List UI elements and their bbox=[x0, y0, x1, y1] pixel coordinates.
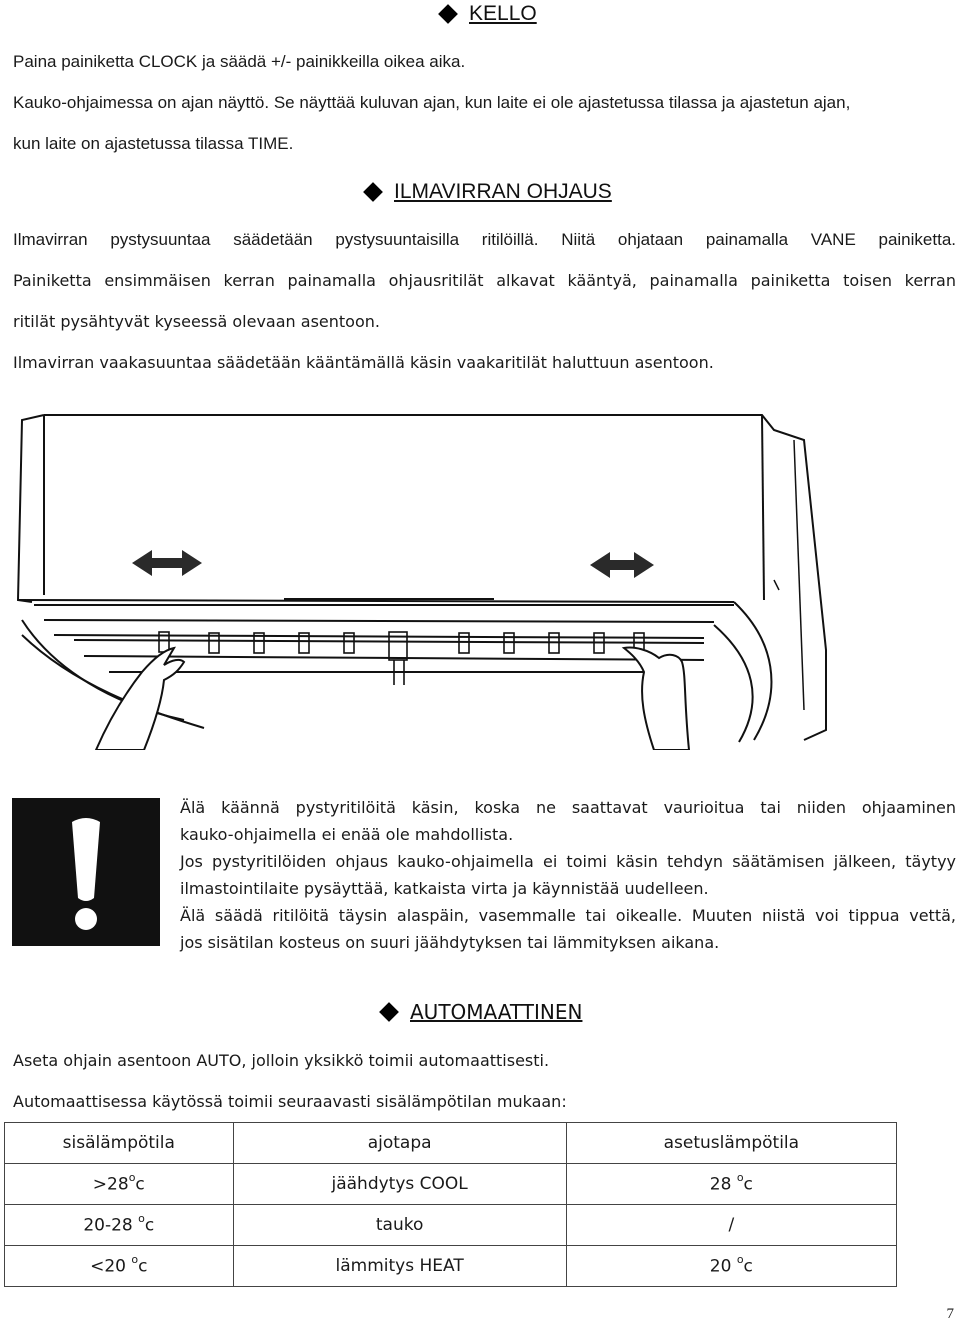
ilmavirta-paragraph-2b: ritilät pysähtyvät kyseessä olevaan asentoon. bbox=[13, 312, 380, 331]
table-cell: 28 $^o$c bbox=[566, 1164, 896, 1205]
warning-line-2: kauko-ohjaimella ei enää ole mahdollista. bbox=[180, 825, 514, 844]
table-header: sisälämpötila bbox=[5, 1123, 234, 1164]
warning-line-5: Älä säädä ritilöitä täysin alaspäin, vasemmalle tai oikealle. Muuten niistä voi tippua vettä, bbox=[180, 906, 956, 925]
kello-paragraph-2a: Kauko-ohjaimessa on ajan näyttö. Se näyttää kuluvan ajan, kun laite ei ole ajastetussa tilassa ja ajastetun ajan, bbox=[13, 93, 851, 112]
heading-auto-text: AUTOMAATTINEN bbox=[410, 1000, 583, 1024]
table-row bbox=[5, 1246, 897, 1287]
diamond-icon bbox=[438, 4, 458, 24]
exclamation-icon bbox=[12, 798, 160, 946]
table-cell: 20 $^o$c bbox=[566, 1246, 896, 1287]
diamond-icon bbox=[363, 182, 383, 202]
warning-text bbox=[180, 794, 956, 956]
table-cell: 20-28 $^o$c bbox=[5, 1205, 234, 1246]
table-cell: <20 $^o$c bbox=[5, 1246, 234, 1287]
table-header: ajotapa bbox=[233, 1123, 566, 1164]
warning-line-3: Jos pystyritilöiden ohjaus kauko-ohjaimella ei toimi käsin tehdyn säätämisen jälkeen, täytyy bbox=[180, 852, 956, 871]
kello-paragraph-2b: kun laite on ajastetussa tilassa TIME. bbox=[13, 134, 294, 153]
table-cell: jäähdytys COOL bbox=[233, 1164, 566, 1205]
degree-mark: o bbox=[736, 1253, 744, 1267]
table-cell: lämmitys HEAT bbox=[233, 1246, 566, 1287]
warning-box bbox=[12, 798, 160, 946]
ilmavirta-paragraph-2a: Painiketta ensimmäisen kerran painamalla ohjausritilät alkavat kääntyä, painamalla painiketta toisen kerran bbox=[13, 271, 956, 290]
heading-kello-text: KELLO bbox=[469, 2, 537, 25]
auto-paragraph-1: Aseta ohjain asentoon AUTO, jolloin yksikkö toimii automaattisesti. bbox=[13, 1051, 550, 1070]
table-cell: / bbox=[566, 1205, 896, 1246]
table-row bbox=[5, 1164, 897, 1205]
table-header: asetuslämpötila bbox=[566, 1123, 896, 1164]
degree-mark: o bbox=[128, 1171, 136, 1185]
kello-paragraph-1: Paina painiketta CLOCK ja säädä +/- painikkeilla oikea aika. bbox=[13, 52, 466, 71]
ilmavirta-paragraph-3: Ilmavirran vaakasuuntaa säädetään kääntämällä käsin vaakaritilät haluttuun asentoon. bbox=[13, 353, 714, 372]
table-cell: $>28^oc$ bbox=[5, 1164, 234, 1205]
diamond-icon bbox=[379, 1002, 399, 1022]
table-row bbox=[5, 1205, 897, 1246]
auto-mode-table bbox=[4, 1122, 897, 1287]
degree-mark: o bbox=[138, 1212, 145, 1226]
page-number: 7 bbox=[946, 1306, 954, 1322]
table-cell: tauko bbox=[233, 1205, 566, 1246]
warning-line-6: jos sisätilan kosteus on suuri jäähdytyksen tai lämmityksen aikana. bbox=[180, 933, 720, 952]
degree-mark: o bbox=[736, 1171, 744, 1185]
table-header-row bbox=[5, 1123, 897, 1164]
degree-mark: o bbox=[131, 1253, 139, 1267]
heading-ilmavirta bbox=[366, 180, 612, 204]
ilmavirta-paragraph-1: Ilmavirran pystysuuntaa säädetään pystysuuntaisilla ritilöillä. Niitä ohjataan painamalla VANE painiketta. bbox=[13, 230, 956, 249]
warning-line-1: Älä käännä pystyritilöitä käsin, koska ne saattavat vaurioitua tai niiden ohjaaminen bbox=[180, 798, 956, 817]
heading-ilmavirta-text: ILMAVIRRAN OHJAUS bbox=[394, 180, 612, 203]
warning-line-4: ilmastointilaite pysäyttää, katkaista virta ja käynnistää uudelleen. bbox=[180, 879, 709, 898]
heading-auto bbox=[382, 1000, 582, 1024]
air-conditioner-illustration bbox=[14, 410, 840, 750]
heading-kello bbox=[441, 2, 537, 26]
auto-paragraph-2: Automaattisessa käytössä toimii seuraavasti sisälämpötilan mukaan: bbox=[13, 1092, 567, 1111]
